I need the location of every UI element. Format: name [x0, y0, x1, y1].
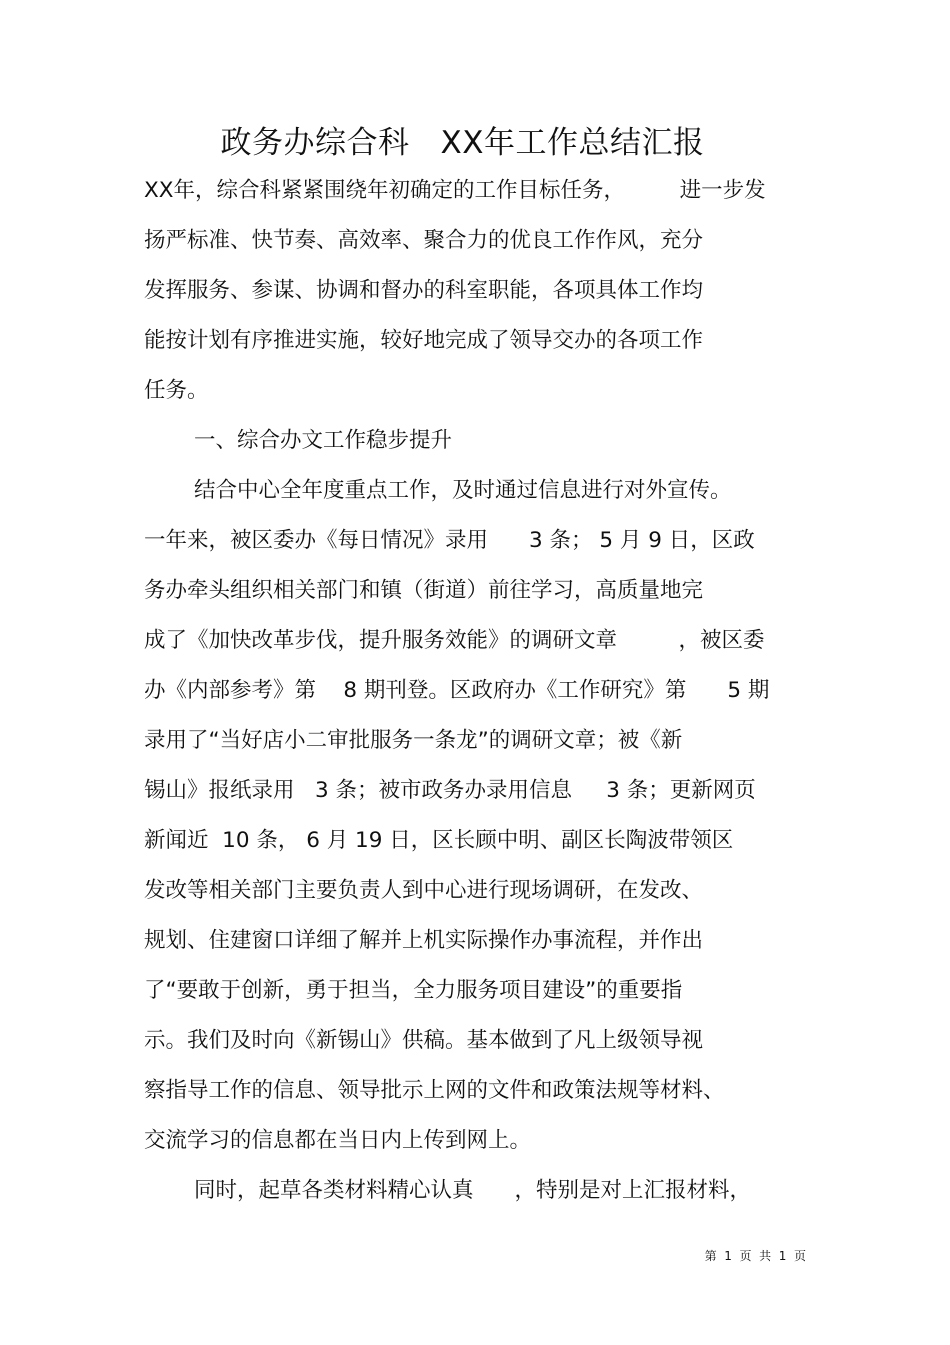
document-title: 政务办综合科 XX年工作总结汇报: [220, 125, 705, 161]
body-line: 扬严标准、快节奏、高效率、聚合力的优良工作作风，充分: [144, 228, 704, 253]
body-line: 结合中心全年度重点工作，及时通过信息进行对外宣传。: [194, 478, 732, 503]
body-line: 录用了“当好店小二审批服务一条龙”的调研文章；被《新: [144, 728, 683, 753]
body-line: XX年，综合科紧紧围绕年初确定的工作目标任务， 进一步发: [144, 178, 766, 203]
body-line: 务办牵头组织相关部门和镇（街道）前往学习，高质量地完: [144, 578, 704, 603]
body-line: 锡山》报纸录用 3 条；被市政务办录用信息 3 条；更新网页: [144, 778, 756, 803]
body-line: 交流学习的信息都在当日内上传到网上。: [144, 1128, 532, 1153]
body-line: 一、综合办文工作稳步提升: [194, 428, 453, 453]
body-line: 发挥服务、参谋、协调和督办的科室职能，各项具体工作均: [144, 278, 704, 303]
body-line: 规划、住建窗口详细了解并上机实际操作办事流程，并作出: [144, 928, 704, 953]
body-line: 一年来，被区委办《每日情况》录用 3 条； 5 月 9 日，区政: [144, 528, 755, 553]
body-line: 同时，起草各类材料精心认真 ，特别是对上汇报材料，: [194, 1178, 752, 1203]
body-line: 新闻近 10 条， 6 月 19 日，区长顾中明、副区长陶波带领区: [144, 828, 734, 853]
body-line: 成了《加快改革步伐，提升服务效能》的调研文章 ，被区委: [144, 628, 765, 653]
page-number-footer: 第 1 页 共 1 页: [704, 1249, 806, 1263]
body-line: 察指导工作的信息、领导批示上网的文件和政策法规等材料、: [144, 1078, 725, 1103]
body-line: 了“要敢于创新，勇于担当，全力服务项目建设”的重要指: [144, 978, 683, 1003]
body-line: 办《内部参考》第 8 期刊登。区政府办《工作研究》第 5 期: [144, 678, 770, 703]
document-body: [144, 166, 814, 1216]
body-line: 能按计划有序推进实施，较好地完成了领导交办的各项工作: [144, 328, 704, 353]
body-line: 任务。: [144, 378, 209, 403]
body-line: 发改等相关部门主要负责人到中心进行现场调研，在发改、: [144, 878, 704, 903]
body-line: 示。我们及时向《新锡山》供稿。基本做到了凡上级领导视: [144, 1028, 704, 1053]
